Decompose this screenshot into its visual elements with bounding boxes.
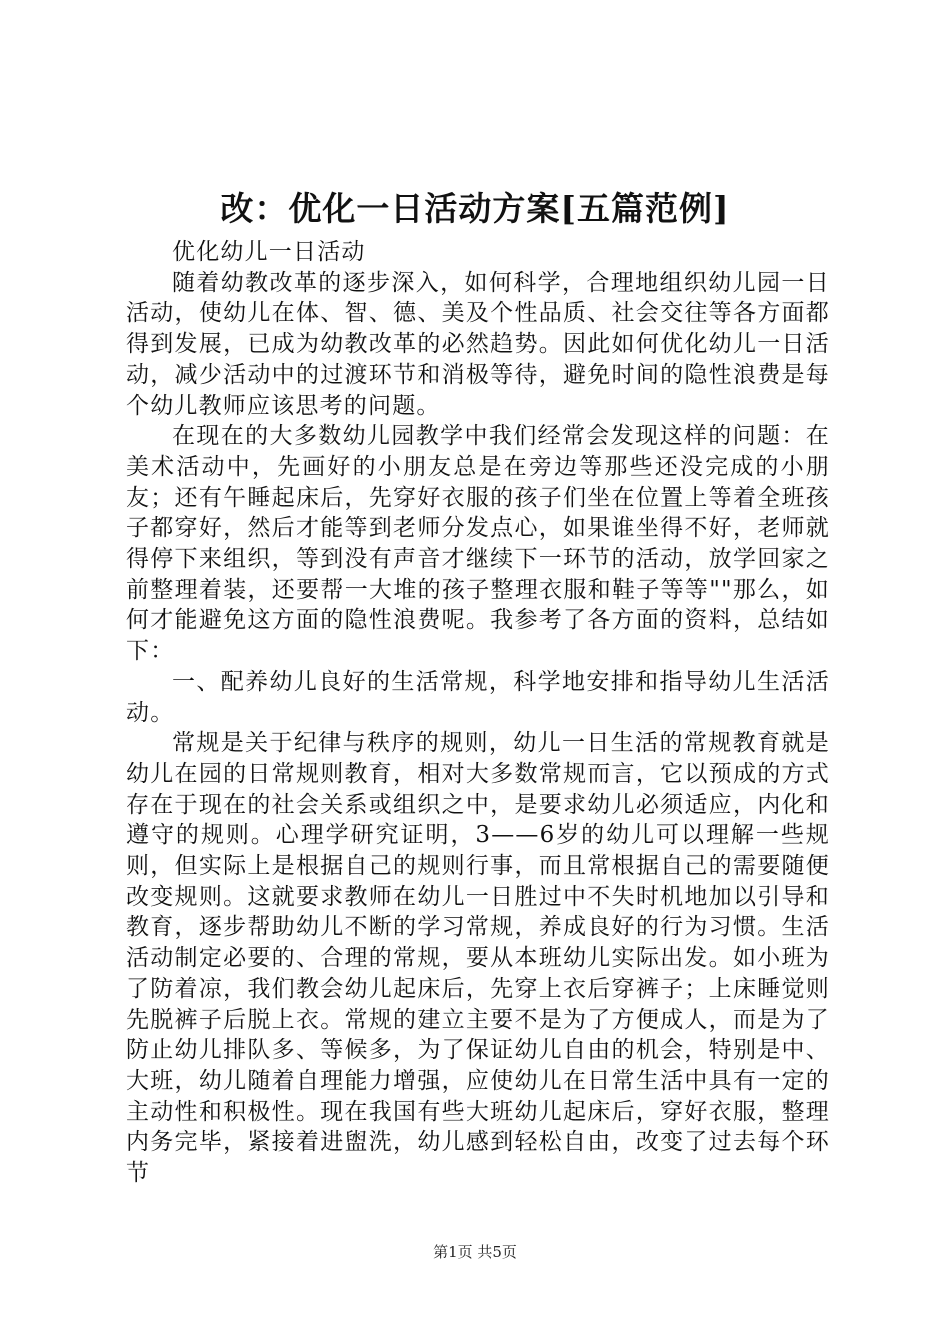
paragraph: 在现在的大多数幼儿园教学中我们经常会发现这样的问题：在美术活动中，先画好的小朋友总是在旁边等那些还没完成的小朋友；还有午睡起床后，先穿好衣服的孩子们坐在位置上等着全班孩子都穿好，然后才能等到老师分发点心，如果谁坐得不好，老师就得停下来组织，等到没有声音才继续下一环节的活动，放学回家之前整理着装，还要帮一大堆的孩子整理衣服和鞋子等等""那么，如何才能避免这方面的隐性浪费呢。我参考了各方面的资料，总结如下： bbox=[126, 423, 830, 665]
paragraph-heading: 一、配养幼儿良好的生活常规，科学地安排和指导幼儿生活活动。 bbox=[126, 668, 830, 726]
document-body bbox=[126, 237, 830, 1189]
paragraph: 随着幼教改革的逐步深入，如何科学，合理地组织幼儿园一日活动，使幼儿在体、智、德、美及个性品质、社会交往等各方面都得到发展，已成为幼教改革的必然趋势。因此如何优化幼儿一日活动，减少活动中的过渡环节和消极等待，避免时间的隐性浪费是每个幼儿教师应该思考的问题。 bbox=[126, 269, 830, 419]
page-footer: 第1页 共5页 bbox=[433, 1243, 517, 1261]
document-title: 改：优化一日活动方案[五篇范例] bbox=[220, 189, 730, 228]
paragraph-subtitle: 优化幼儿一日活动 bbox=[172, 239, 366, 265]
paragraph: 常规是关于纪律与秩序的规则，幼儿一日生活的常规教育就是幼儿在园的日常规则教育，相对大多数常规而言，它以预成的方式存在于现在的社会关系或组织之中，是要求幼儿必须适应，内化和遵守的规则。心理学研究证明，3——6岁的幼儿可以理解一些规则，但实际上是根据自己的规则行事，而且常根据自己的需要随便改变规则。这就要求教师在幼儿一日胜过中不失时机地加以引导和教育，逐步帮助幼儿不断的学习常规，养成良好的行为习惯。生活活动制定必要的、合理的常规，要从本班幼儿实际出发。如小班为了防着凉，我们教会幼儿起床后，先穿上衣后穿裤子；上床睡觉则先脱裤子后脱上衣。常规的建立主要不是为了方便成人，而是为了防止幼儿排队多、等候多，为了保证幼儿自由的机会，特别是中、大班，幼儿随着自理能力增强，应使幼儿在日常生活中具有一定的主动性和积极性。现在我国有些大班幼儿起床后，穿好衣服，整理内务完毕，紧接着进盥洗，幼儿感到轻松自由，改变了过去每个环节 bbox=[126, 730, 830, 1187]
